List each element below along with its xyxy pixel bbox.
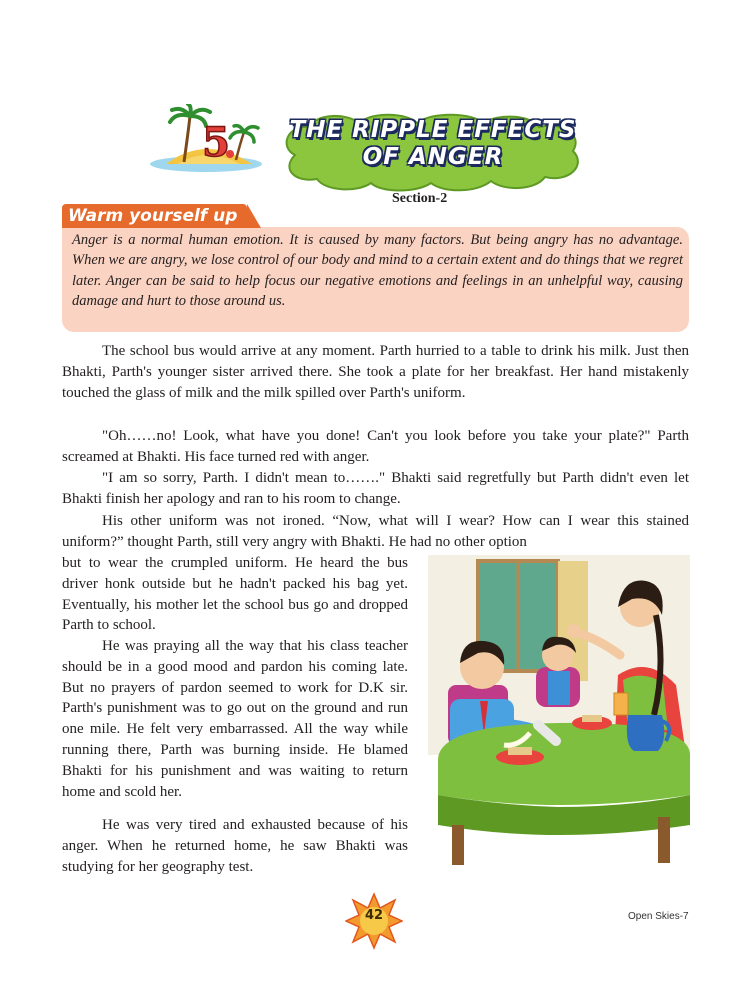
section-label: Section-2 bbox=[392, 191, 448, 206]
chapter-title-line1: THE RIPPLE EFFECTS bbox=[289, 117, 577, 143]
chapter-island-icon bbox=[148, 104, 278, 176]
chapter-number: 5 bbox=[202, 119, 230, 166]
story-paragraph-continued: but to wear the crumpled uniform. He heard the bus driver honk outside but he hadn't packed his bag yet. Eventually, his mother let the school bus go and dropped Parth to school. bbox=[62, 555, 408, 634]
story-paragraph: He was praying all the way that his class teacher should be in a good mood and pardon his coming late. But no prayers of pardon seemed to work for D.K sir. Parth's punishment was to go out on the ground and run one mile. He felt very embarrassed. All the way while running there, Parth was burning inside. He blamed Bhakti for his punishment and was waiting to return home and scold her. bbox=[62, 638, 408, 800]
book-name: Open Skies-7 bbox=[628, 911, 689, 922]
warm-up-text: Anger is a normal human emotion. It is caused by many factors. But being angry has no advantage. When we are angry, we lose control of our body and mind to a certain extent and do things that we regret later. Anger can be said to help focus our negative emotions and feelings in an unhelpful way, causing damage and hurt to those around us. bbox=[72, 232, 683, 309]
breakfast-scene-illustration bbox=[418, 555, 690, 885]
story-paragraph: The school bus would arrive at any moment. Parth hurried to a table to drink his milk. Just then Bhakti, Parth's younger sister arrived there. She took a plate for her breakfast. Her hand mistakenly touched the glass of milk and the milk spilled over Parth's uniform. bbox=[62, 343, 689, 401]
page-number: 42 bbox=[364, 908, 384, 923]
story-paragraph: "I am so sorry, Parth. I didn't mean to……." Bhakti said regretfully but Parth didn't even let Bhakti finish her apology and ran to his room to change. bbox=[62, 470, 689, 507]
story-paragraph: "Oh……no! Look, what have you done! Can't you look before you take your plate?" Parth screamed at Bhakti. His face turned red with anger. bbox=[62, 428, 689, 465]
warm-up-heading: Warm yourself up bbox=[62, 204, 247, 228]
chapter-title bbox=[277, 117, 589, 171]
story-paragraph: His other uniform was not ironed. “Now, what will I wear? How can I wear this stained uniform?” thought Parth, still very angry with Bhakti. He had no other option bbox=[62, 513, 689, 550]
chapter-title-line2: OF ANGER bbox=[362, 144, 504, 170]
story-paragraph: He was very tired and exhausted because of his anger. When he returned home, he saw Bhakti was studying for her geography test. bbox=[62, 817, 408, 875]
